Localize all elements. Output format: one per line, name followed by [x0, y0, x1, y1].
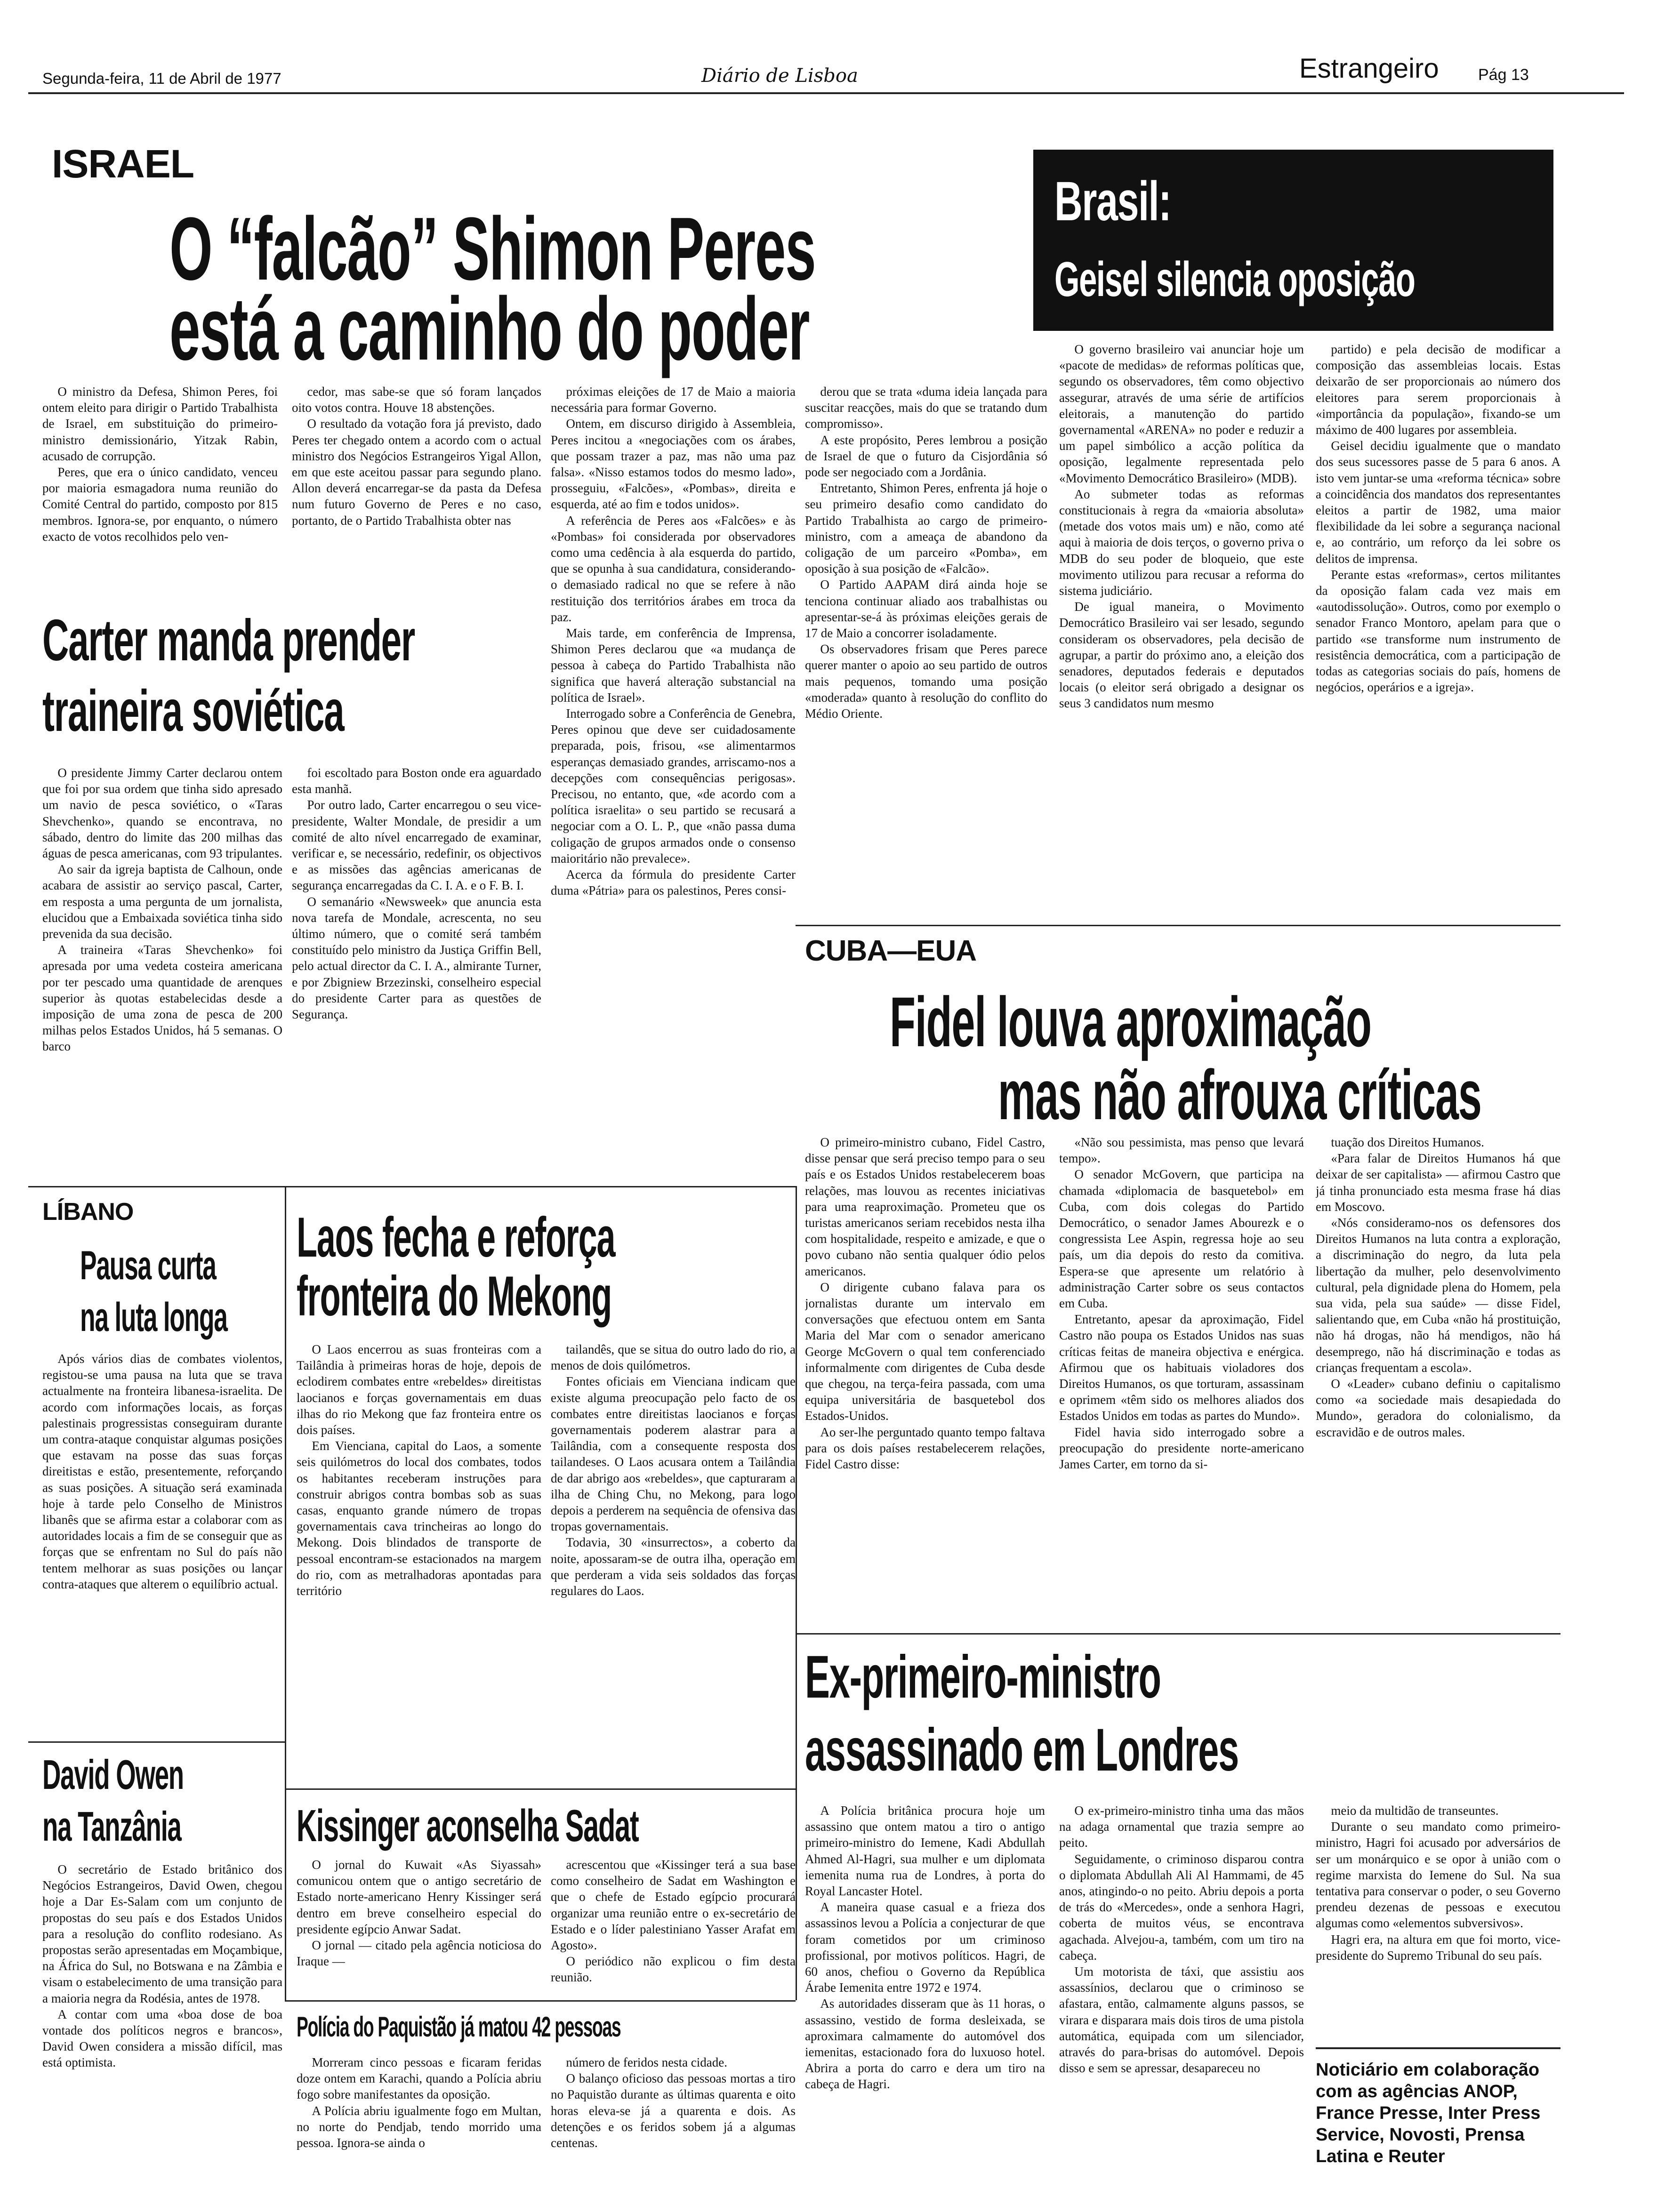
masthead-paper-name: Diário de Lisboa [701, 65, 858, 87]
israel-paragraph: Peres, que era o único candidato, venceu por maioria esmagadora numa reunião do Comité Central do partido, composto por 815 membros. Ignora-se, por enquanto, o número exacto de votos recolhidos pelo ven- [42, 465, 278, 544]
libano-kicker: LÍBANO [42, 1198, 134, 1226]
cuba-paragraph: Entretanto, apesar da aproximação, Fidel Castro não poupa os Estados Unidos nas suas críticas feitas de maneira objectiva e enérgica. Afirmou que os habituais violadores dos Direitos Humanos, os que torturam, assassinam e oprimem «têm sido os melhores aliados dos Estados Unidos em todas as partes do Mundo». [1059, 1312, 1304, 1423]
cuba-paragraph: O primeiro-ministro cubano, Fidel Castro, disse pensar que será preciso tempo para o seu país e os Estados Unidos restabelecerem boas relações, mas louvou as recentes iniciativas para uma reaproximação. Prometeu que os turistas americanos seriam recebidos nesta ilha com hospitalidade, respeito e amizade, e que o povo cubano não sentia qualquer ódio pelos americanos. [805, 1135, 1045, 1278]
brasil-paragraph: Geisel decidiu igualmente que o mandato dos seus sucessores passe de 5 para 6 anos. A isto vem juntar-se uma «reforma técnica» sobre a coincidência dos mandatos dos representantes eleitos a partir de 1982, uma maior flexibilidade da lei sobre a segurança nacional e, ao contrário, um reforço da lei sobre os delitos de imprensa. [1316, 439, 1560, 566]
agencias-credit: Noticiário em colaboração com as agências ANOP, France Presse, Inter Press Service, Novosti, Prensa Latina e Reuter [1316, 2060, 1541, 2166]
cuba-top-rule [796, 925, 1560, 926]
londres-paragraph: A maneira quase casual e a frieza dos assassinos levou a Polícia a conjecturar de que foram cometidos por um criminoso profissional, por motivos políticos. Hagri, de 60 anos, chefiou o Governo da República Árabe Iemenita entre 1972 e 1974. [805, 1900, 1045, 1995]
londres-column-3 [1316, 1803, 1560, 2038]
brasil-title-line1: Brasil: [1054, 170, 1171, 232]
owen-headline-line2: na Tanzânia [42, 1803, 181, 1850]
israel-paragraph: A este propósito, Peres lembrou a posição de Israel de que o futuro da Cisjordânia só pode ser negociado com a Jordânia. [805, 433, 1047, 480]
cuba-column-2 [1059, 1134, 1304, 1628]
brasil-paragraph: Perante estas «reformas», certos militantes da oposição falam cada vez mais em «autodissolução». Outros, como por exemplo o senador Franco Montoro, apelam para que o partido «se transforme num instrumento de resistência democrática, com a participação de todas as categorias sociais do país, homens de negócios, operários e a igreja». [1316, 567, 1560, 695]
kissinger-paragraph: O periódico não explicou o fim desta reunião. [551, 1954, 796, 1985]
paquistao-paragraph: número de feridos nesta cidade. [566, 2055, 728, 2069]
kissinger-paragraph: O jornal — citado pela agência noticiosa do Iraque — [297, 1938, 541, 1969]
israel-column-3 [551, 384, 796, 1174]
libano-headline-line2: na luta longa [80, 1295, 227, 1340]
cuba-headline-line1: Fidel louva aproximação [890, 982, 1371, 1061]
paquistao-headline: Polícia do Paquistão já matou 42 pessoas [297, 2011, 621, 2043]
masthead-page: Pág 13 [1478, 66, 1529, 84]
carter-paragraph: O presidente Jimmy Carter declarou ontem que foi por sua ordem que tinha sido apresado um navio de pesca soviético, o «Taras Shevchenko», quando se encontrava, no sábado, dentro do limite das 200 milhas das águas de pesca americanas, com 93 tripulantes. [42, 766, 282, 861]
cuba-headline-line2: mas não afrouxa críticas [998, 1055, 1481, 1134]
laos-paragraph: Todavia, 30 «insurrectos», a coberto da noite, apossaram-se de outra ilha, operação em que perderam a vida seis soldados das forças regulares do Laos. [551, 1535, 796, 1598]
israel-paragraph: A referência de Peres aos «Falcões» e às «Pombas» foi considerada por observadores como uma cedência à ala esquerda do partido, que se opunha à sua candidatura, considerando-o demasiado radical no que se refere à não restituição dos territórios árabes em troca da paz. [551, 513, 796, 624]
israel-paragraph: Os observadores frisam que Peres parece querer manter o apoio ao seu partido de outros mais pequenos, tomando uma posição «moderada» quanto à resolução do conflito do Médio Oriente. [805, 642, 1047, 721]
laos-paragraph: O Laos encerrou as suas fronteiras com a Tailândia à primeiras horas de hoje, depois de eclodirem combates entre «rebeldes» direitistas laocianos e forças governamentais em duas ilhas do rio Mekong que faz fronteira entre os dois países. [297, 1342, 541, 1437]
londres-column-2 [1059, 1803, 1304, 2207]
carter-column-2 [292, 765, 541, 1174]
libano-headline-line1: Pausa curta [80, 1243, 216, 1288]
libano-top-rule [28, 1186, 292, 1187]
laos-paragraph: tailandês, que se situa do outro lado do rio, a menos de dois quilómetros. [551, 1342, 796, 1373]
libano-column [42, 1351, 282, 1737]
brasil-paragraph: Ao submeter todas as reformas constitucionais à regra da «maioria absoluta» (metade dos votos mais um) e não, como até aqui à maioria de dois terços, o governo priva o MDB do seu poder de bloqueio, que este movimento utilizou para recusar a reforma do sistema judiciário. [1059, 487, 1304, 598]
cuba-paragraph: Ao ser-lhe perguntado quanto tempo faltava para os dois países restabelecerem relações, Fidel Castro disse: [805, 1425, 1045, 1472]
brasil-column-1 [1059, 341, 1304, 906]
israel-kicker: ISRAEL [52, 142, 194, 186]
carter-paragraph: Por outro lado, Carter encarregou o seu vice-presidente, Walter Mondale, de presidir a um comité de alto nível encarregado de examinar, verificar e, se necessário, redefinir, os objectivos e as missões das agências americanas de segurança encarregadas da C. I. A. e o F. B. I. [292, 798, 541, 893]
carter-headline-line1: Carter manda prender [42, 608, 415, 673]
agencias-rule [1316, 2047, 1560, 2049]
owen-paragraph: O secretário de Estado britânico dos Negócios Estrangeiros, David Owen, chegou hoje a Dar Es-Salam com um conjunto de propostas do seu país e dos Estados Unidos para a resolução do conflito rodesiano. As propostas serão apresentadas em Moçambique, na África do Sul, no Botswana e na Zâmbia e visam o estabelecimento de uma transição para a maioria negra da Rodésia, antes de 1978. [42, 1862, 282, 2005]
londres-paragraph: Seguidamente, o criminoso disparou contra o diplomata Abdullah Ali Al Hammami, de 45 anos, atingindo-o no peito. Abriu depois a porta de trás do «Mercedes», onde a senhora Hagri, coberta de muitos véus, se encontrava agachada. Alvejou-a, também, com um tiro na cabeça. [1059, 1851, 1304, 1963]
israel-paragraph: Acerca da fórmula do presidente Carter duma «Pátria» para os palestinos, Peres consi- [551, 867, 796, 898]
paquistao-paragraph: Morreram cinco pessoas e ficaram feridas doze ontem em Karachi, quando a Polícia abriu fogo sobre manifestantes da oposição. [297, 2055, 541, 2102]
masthead-date: Segunda-feira, 11 de Abril de 1977 [42, 70, 282, 87]
israel-headline-line1: O “falcão” Shimon Peres [169, 199, 816, 299]
laos-column-2 [551, 1341, 796, 1788]
israel-paragraph: próximas eleições de 17 de Maio a maioria necessária para formar Governo. [551, 385, 796, 415]
cuba-paragraph: «Não sou pessimista, mas penso que levará tempo». [1059, 1135, 1304, 1166]
kissinger-paragraph: acrescentou que «Kissinger terá a sua base como conselheiro de Sadat em Washington e que o chefe de Estado egípcio procurará organizar uma reunião entre o ex-secretário de Estado e o líder palestiniano Yasser Arafat em Agosto». [551, 1858, 796, 1953]
israel-paragraph: cedor, mas sabe-se que só foram lançados oito votos contra. Houve 18 abstenções. [292, 385, 541, 415]
carter-headline-line2: traineira soviética [42, 679, 344, 744]
carter-column-1 [42, 765, 282, 1174]
paquistao-paragraph: O balanço oficioso das pessoas mortas a tiro no Paquistão durante as últimas quarenta e oito horas eleva-se já a quarenta e dois. As detenções e os feridos sobem já a algumas centenas. [551, 2071, 796, 2150]
cuba-paragraph: tuação dos Direitos Humanos. [1331, 1135, 1484, 1149]
cuba-paragraph: «Para falar de Direitos Humanos há que deixar de ser capitalista» — afirmou Castro que já tinha pronunciado esta mesma frase há dias em Moscovo. [1316, 1151, 1560, 1214]
brasil-paragraph: O governo brasileiro vai anunciar hoje um «pacote de medidas» de reformas políticas que, segundo os observadores, têm como objectivo assegurar, através de uma série de artifícios eleitorais, a manutenção do partido governamental «ARENA» no poder e reduzir a um papel simbólico a acção política da oposição, legalmente representada pelo «Movimento Democrático Brasileiro» (MDB). [1059, 342, 1304, 485]
londres-column-1 [805, 1803, 1045, 2207]
paquistao-column-2 [551, 2054, 796, 2210]
cuba-paragraph: O «Leader» cubano definiu o capitalismo como «a sociedade mais desapiedada do Mundo», geradora do colonialismo, da escravidão e de outros males. [1316, 1377, 1560, 1439]
owen-headline-line1: David Owen [42, 1751, 184, 1798]
londres-top-rule [796, 1633, 1560, 1635]
israel-paragraph: Entretanto, Shimon Peres, enfrenta já hoje o seu primeiro desafio como candidato do Partido Trabalhista ao cargo de primeiro-ministro, com a ameaça de abandono da coligação de um parceiro «Pomba», em oposição à sua posição de «Falcão». [805, 481, 1047, 576]
israel-column-1 [42, 384, 278, 605]
kissinger-column-2 [551, 1857, 796, 1998]
kissinger-column-1 [297, 1857, 541, 1998]
cuba-paragraph: O dirigente cubano falava para os jornalistas durante um intervalo em conversações que efectuou ontem em Santa Maria del Mar com o senador americano George McGovern o qual tem conferenciado informalmente com dirigentes de Cuba desde que chegou, na terça-feira passada, com uma equipa universitária de basquetebol dos Estados-Unidos. [805, 1280, 1045, 1423]
laos-headline-line1: Laos fecha e reforça [297, 1206, 615, 1269]
carter-paragraph: Ao sair da igreja baptista de Calhoun, onde acabara de assistir ao serviço pascal, Carter, em resposta a uma pergunta de um jornalista, elucidou que a Embaixada soviética tinha sido prevenida da sua decisão. [42, 862, 282, 941]
paquistao-column-1 [297, 2054, 541, 2210]
cuba-paragraph: «Nós consideramo-nos os defensores dos Direitos Humanos na luta contra a exploração, a discriminação do negro, da luta pela libertação da mulher, pelo desenvolvimento cultural, pela dignidade plena do Homem, pela sua vida, pela sua saúde» — disse Fidel, salientando que, em Cuba «não há prostituição, não há drogas, não há mendigos, não há desemprego, não há discriminação e todas as crianças frequentam a escola». [1316, 1216, 1560, 1375]
libano-divider [285, 1186, 286, 2000]
israel-paragraph: Mais tarde, em conferência de Imprensa, Shimon Peres declarou que «a mudança de pessoa à cabeça do Partido Trabalhista não significa que haverá alteração substancial na política de Israel». [551, 626, 796, 705]
kissinger-top-rule [285, 1788, 796, 1790]
londres-paragraph: A Polícia britânica procura hoje um assassino que ontem matou a tiro o antigo primeiro-ministro do Iemene, Kadi Abdullah Ahmed Al-Hagri, sua mulher e um diplomata iemenita numa rua de Londres, à porta do Royal Lancaster Hotel. [805, 1803, 1045, 1899]
libano-paragraph: Após vários dias de combates violentos, registou-se uma pausa na luta que se trava actualmente na fronteira libanesa-israelita. De acordo com informações locais, as forças palestinais progressistas conseguiram durante um contra-ataque conquistar algumas posições que estavam na posse das suas forças direitistas e estão, presentemente, reforçando as suas posições. A situação será examinada hoje à tarde pelo Conselho de Ministros libanês que se afirma estar a colaborar com as autoridades locais a fim de se conseguir que as forças que se enfrentam no Sul do país não tentem melhorar as suas posições ou lançar contra-ataques que alterem o equilíbrio actual. [42, 1352, 282, 1591]
laos-right-divider [796, 1186, 797, 2000]
cuba-column-1 [805, 1134, 1045, 1628]
laos-paragraph: Em Vienciana, capital do Laos, a somente seis quilómetros do local dos combates, todos os habitantes receberam instruções para construir abrigos contra bombas sob as suas casas, enquanto grande número de tropas governamentais cava trincheiras ao longo do Mekong. Dois blindados de transporte de pessoal encontram-se estacionados na margem do rio, com as metralhadoras apontadas para território [297, 1439, 541, 1598]
laos-headline-line2: fronteira do Mekong [297, 1265, 612, 1328]
laos-column-1 [297, 1341, 541, 1788]
israel-column-2 [292, 384, 541, 605]
israel-paragraph: O resultado da votação fora já previsto, dado Peres ter chegado ontem a acordo com o actual ministro dos Negócios Estrangeiros Yigal Allon, em que este aceitou passar para segundo plano. Allon deverá encarregar-se da pasta da Defesa num futuro Governo de Peres e no caso, portanto, de o Partido Trabalhista obter nas [292, 417, 541, 528]
owen-column [42, 1861, 282, 2210]
brasil-title-line2: Geisel silencia oposição [1054, 252, 1415, 307]
londres-paragraph: As autoridades disseram que às 11 horas, o assassino, vestido de forma desleixada, se aproximara calmamente do automóvel dos iemenitas, estacionado fora do luxuoso hotel. Abrira a porta do carro e dera um tiro na cabeça de Hagri. [805, 1996, 1045, 2092]
owen-paragraph: A contar com uma «boa dose de boa vontade dos políticos negros e brancos», David Owen considera a missão difícil, mas está optimista. [42, 2007, 282, 2070]
brasil-paragraph: De igual maneira, o Movimento Democrático Brasileiro vai ser lesado, segundo consideram os observadores, pela decisão de agrupar, a partir do próximo ano, a eleição dos senadores, deputados federais e deputados locais (o eleitor será obrigado a designar os seus 3 candidatos num mesmo [1059, 600, 1304, 711]
paquistao-paragraph: A Polícia abriu igualmente fogo em Multan, no norte do Pendjab, tendo morrido uma pessoa. Ignora-se ainda o [297, 2103, 541, 2150]
israel-paragraph: Ontem, em discurso dirigido à Assembleia, Peres incitou a «negociações com os árabes, que possam trazer a paz, mas não uma paz falsa». «Nisso estamos todos do mesmo lado», prosseguiu, «Falcões», «Pombas», direita e esquerda, até ao fim e todos unidos». [551, 417, 796, 512]
israel-paragraph: O ministro da Defesa, Shimon Peres, foi ontem eleito para dirigir o Partido Trabalhista de Israel, em substituição do primeiro-ministro demissionário, Yitzak Rabin, acusado de corrupção. [42, 385, 278, 463]
carter-paragraph: A traineira «Taras Shevchenko» foi apresada por uma vedeta costeira americana por ter pescado uma quantidade de arenques superior às quotas estabelecidas desde a imposição de uma zona de pesca de 200 milhas pelos Estados Unidos, há 5 semanas. O barco [42, 943, 282, 1054]
kissinger-paragraph: O jornal do Kuwait «As Siyassah» comunicou ontem que o antigo secretário de Estado norte-americano Henry Kissinger será dentro em breve conselheiro especial do presidente egípcio Anwar Sadat. [297, 1858, 541, 1936]
laos-top-rule [285, 1186, 796, 1187]
paquistao-top-rule [285, 2000, 796, 2002]
londres-paragraph: Hagri era, na altura em que foi morto, vice-presidente do Supremo Tribunal do seu país. [1316, 1932, 1560, 1963]
londres-headline-line2: assassinado em Londres [805, 1716, 1239, 1784]
carter-paragraph: O semanário «Newsweek» que anuncia esta nova tarefa de Mondale, acrescenta, no seu último número, que o comité será também constituído pelo ministro da Justiça Griffin Bell, pelo actual director da C. I. A., almirante Turner, e por Zbigniew Brzezinski, conselheiro especial do presidente Carter para as questões de Segurança. [292, 894, 541, 1022]
israel-column-4 [805, 384, 1047, 882]
brasil-paragraph: partido) e pela decisão de modificar a composição das assembleias locais. Estas deixarão de ser proporcionais ao número dos eleitores para serem proporcionais à «importância da população», fixando-se um máximo de 400 lugares por assembleia. [1316, 342, 1560, 437]
cuba-paragraph: Fidel havia sido interrogado sobre a preocupação do presidente norte-americano James Carter, em torno da si- [1059, 1425, 1304, 1472]
kissinger-headline: Kissinger aconselha Sadat [297, 1801, 639, 1851]
cuba-kicker: CUBA—EUA [805, 935, 976, 967]
brasil-column-2 [1316, 341, 1560, 906]
israel-paragraph: Interrogado sobre a Conferência de Genebra, Peres opinou que deve ser cuidadosamente preparada, pois, frisou, «se alimentarmos esperanças demasiado grandes, arriscamo-nos a decepções com consequências perigosas». Precisou, no entanto, que, «de acordo com a política israelita» o seu partido se recusará a negociar com a O. L. P., que «não passa duma coligação de grupos armados onde o consenso maioritário não prevalece». [551, 706, 796, 866]
londres-paragraph: Durante o seu mandato como primeiro-ministro, Hagri foi acusado por adversários de ser um monárquico e se opor à união com o regime marxista do Iemene do Sul. Na sua tentativa para conservar o poder, o seu Governo prendeu dezenas de pessoas e executou algumas como «elementos subversivos». [1316, 1819, 1560, 1931]
cuba-column-3 [1316, 1134, 1560, 1628]
londres-headline-line1: Ex-primeiro-ministro [805, 1643, 1161, 1711]
israel-paragraph: derou que se trata «duma ideia lançada para suscitar reacções, mais do que se tratando dum compromisso». [805, 385, 1047, 431]
masthead-rule [28, 92, 1624, 94]
londres-paragraph: meio da multidão de transeuntes. [1331, 1803, 1499, 1818]
owen-top-rule [28, 1741, 285, 1743]
masthead-section: Estrangeiro [1299, 53, 1439, 84]
israel-headline-line2: está a caminho do poder [169, 279, 810, 379]
londres-paragraph: Um motorista de táxi, que assistiu aos assassínios, declarou que o criminoso se afastara, então, calmamente alguns passos, se virara e disparara mais dois tiros de uma pistola automática, equipada com um silenciador, através do para-brisas do automóvel. Depois disso e sem se apressar, desapareceu no [1059, 1964, 1304, 2076]
carter-paragraph: foi escoltado para Boston onde era aguardado esta manhã. [292, 766, 541, 796]
cuba-paragraph: O senador McGovern, que participa na chamada «diplomacia de basquetebol» em Cuba, com dois colegas do Partido Democrático, o senador James Abourezk e o congressista Lee Aspin, regressa hoje ao seu país, um dia depois do resto da comitiva. Espera-se que apresente um relatório à administração Carter sobre os seus contactos em Cuba. [1059, 1167, 1304, 1311]
israel-paragraph: O Partido AAPAM dirá ainda hoje se tenciona continuar aliado aos trabalhistas ou apresentar-se-á às próximas eleições gerais de 17 de Maio a concorrer isoladamente. [805, 577, 1047, 641]
laos-paragraph: Fontes oficiais em Vienciana indicam que existe alguma preocupação pelo facto de os combates entre direitistas laocianos e forças governamentais poderem alastrar para a Tailândia, com a consequente resposta dos tailandeses. O Laos acusara ontem a Tailândia de dar abrigo aos «rebeldes», que capturaram a ilha de Ching Chu, no Mekong, para logo depois a perderem na sequência de ofensiva das tropas governamentais. [551, 1374, 796, 1534]
londres-paragraph: O ex-primeiro-ministro tinha uma das mãos na adaga ornamental que trazia sempre ao peito. [1059, 1803, 1304, 1850]
